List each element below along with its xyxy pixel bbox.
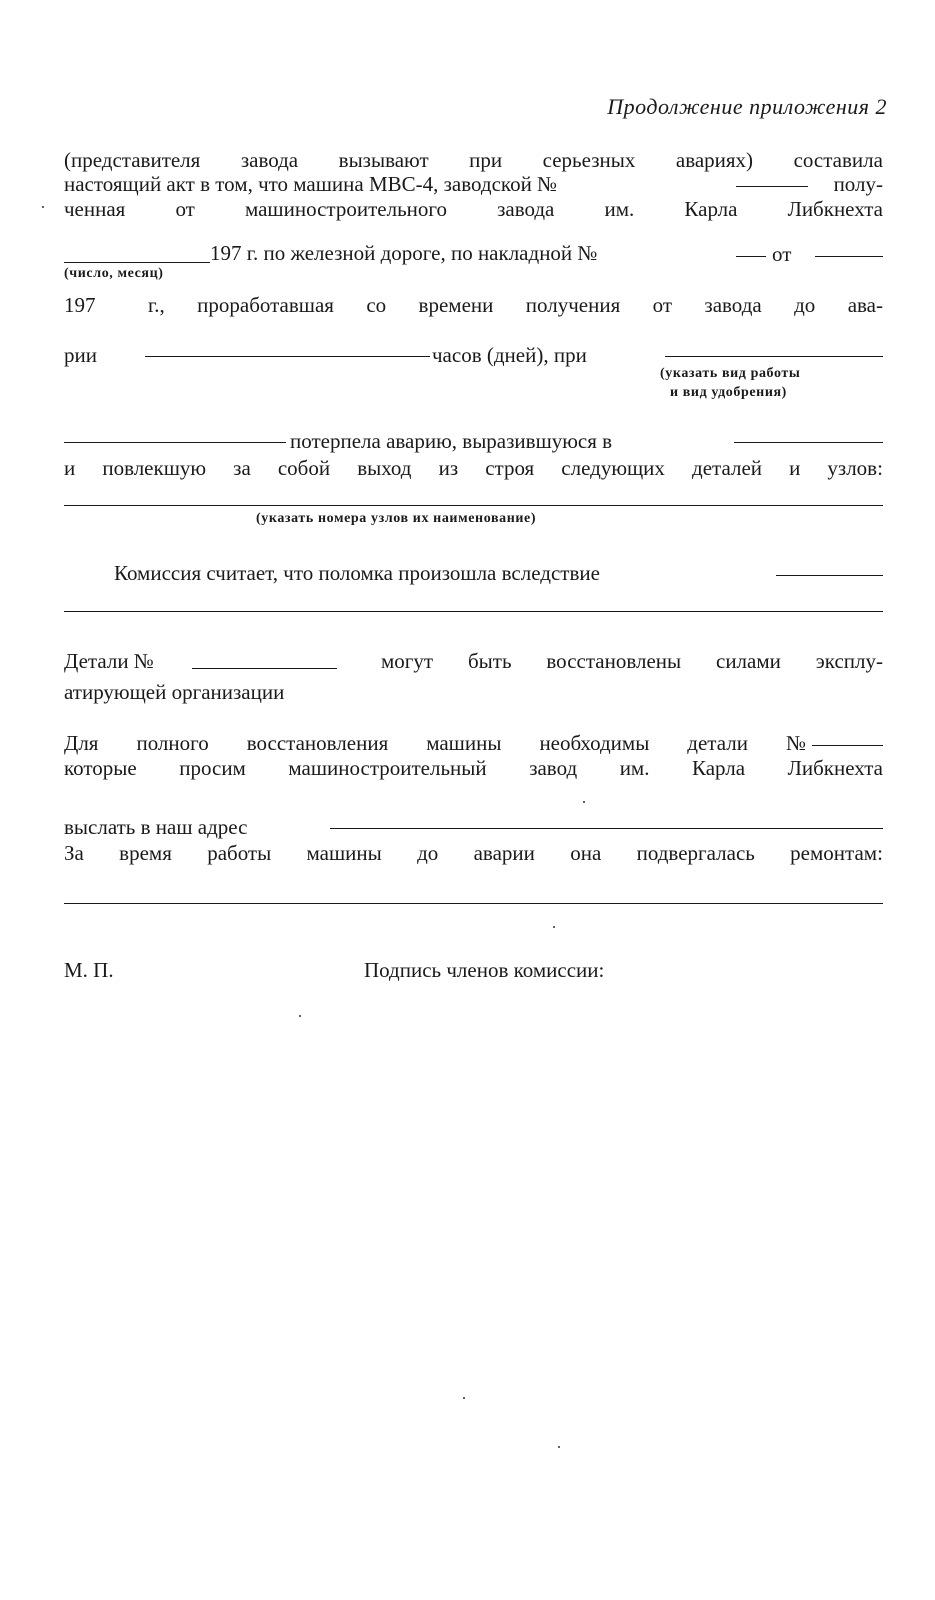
word: до — [417, 841, 439, 865]
word: следующих — [561, 456, 665, 480]
work-type-caption-1: (указать вид работы — [660, 366, 801, 381]
speck — [463, 1397, 465, 1399]
word: силами — [716, 649, 781, 673]
speck — [299, 1015, 301, 1017]
p3-line-2: атирующей организации — [64, 680, 285, 704]
p3-line-1a: Детали № — [64, 649, 154, 673]
word: завода — [497, 197, 555, 221]
word: выход — [357, 456, 412, 480]
word: ченная — [64, 197, 126, 221]
required-parts-blank[interactable] — [812, 745, 883, 746]
speck — [553, 926, 555, 928]
word: получения — [525, 293, 621, 317]
word: Карла — [692, 756, 746, 780]
word: серьезных — [542, 148, 636, 172]
p1-line-4b: от — [772, 242, 792, 266]
waybill-number-blank[interactable] — [736, 256, 766, 257]
word: авариях) — [675, 148, 754, 172]
word: Для — [64, 731, 99, 755]
cause-blank[interactable] — [776, 575, 883, 576]
word: (представителя — [64, 148, 201, 172]
word: при — [469, 148, 503, 172]
word: и — [64, 456, 76, 480]
word: Карла — [684, 197, 738, 221]
word: завода — [704, 293, 762, 317]
word: полного — [136, 731, 209, 755]
word: завода — [240, 148, 299, 172]
word: машины — [306, 841, 382, 865]
word: необходимы — [539, 731, 650, 755]
word: эксплу- — [815, 649, 883, 673]
word: быть — [467, 649, 512, 673]
word: машиностроительный — [288, 756, 487, 780]
work-type-caption-2: и вид удобрения) — [670, 385, 787, 400]
word: Либкнехта — [787, 756, 883, 780]
p1-line-2a: настоящий акт в том, что машина МВС-4, заводской № — [64, 172, 558, 196]
word: Либкнехта — [787, 197, 883, 221]
speck — [558, 1446, 560, 1448]
word: детали — [687, 731, 748, 755]
word: подвергалась — [636, 841, 755, 865]
p1-line-3 — [64, 199, 883, 220]
p1-line-7a: потерпела аварию, выразившуюся в — [290, 429, 613, 453]
p1-line-2b: полу- — [833, 172, 883, 196]
damage-blank[interactable] — [64, 442, 286, 443]
serial-number-blank[interactable] — [736, 186, 808, 187]
hours-blank[interactable] — [145, 356, 430, 357]
p1-line-8 — [64, 458, 883, 479]
word: аварии — [473, 841, 535, 865]
work-type-blank[interactable] — [665, 356, 883, 357]
word: от — [652, 293, 673, 317]
word: вызывают — [338, 148, 429, 172]
word: и — [789, 456, 801, 480]
word: узлов: — [827, 456, 883, 480]
repairs-blank[interactable] — [64, 903, 883, 904]
word: она — [570, 841, 602, 865]
damage-description-blank[interactable] — [734, 442, 883, 443]
word: г., — [148, 293, 165, 317]
word: им. — [619, 756, 650, 780]
cause-blank-2[interactable] — [64, 611, 883, 612]
word: завод — [529, 756, 578, 780]
word: повлекшую — [102, 456, 207, 480]
word: № — [785, 731, 806, 755]
word: время — [119, 841, 172, 865]
p2-line-1: Комиссия считает, что поломка произошла вследствие — [114, 561, 600, 585]
p4-line-3: выслать в наш адрес — [64, 815, 248, 839]
p1-line-6a: рии — [64, 343, 97, 367]
word: просим — [179, 756, 246, 780]
word: которые — [64, 756, 137, 780]
p1-line-5b — [148, 295, 883, 316]
parts-list-blank[interactable] — [64, 505, 883, 506]
word: ремонтам: — [790, 841, 883, 865]
p4-line-2 — [64, 758, 883, 779]
date-caption: (число, месяц) — [64, 266, 164, 281]
word: восстановлены — [546, 649, 682, 673]
stamp-label: М. П. — [64, 958, 114, 982]
speck — [583, 801, 585, 803]
word: За — [64, 841, 84, 865]
parts-number-blank[interactable] — [192, 668, 337, 669]
word: проработавшая — [197, 293, 334, 317]
address-blank[interactable] — [330, 828, 883, 829]
word: от — [175, 197, 195, 221]
page-heading: Продолжение приложения 2 — [607, 94, 887, 119]
speck — [42, 206, 44, 208]
date-blank[interactable] — [64, 262, 210, 263]
word: деталей — [692, 456, 762, 480]
p3-line-1b — [381, 651, 883, 672]
word: работы — [207, 841, 272, 865]
word: до — [794, 293, 816, 317]
word: восстановления — [246, 731, 389, 755]
word: им. — [604, 197, 635, 221]
word: со — [366, 293, 387, 317]
word: строя — [485, 456, 535, 480]
p1-line-6b: часов (дней), при — [432, 343, 587, 367]
p4-line-1 — [64, 733, 806, 754]
word: собой — [277, 456, 331, 480]
word: из — [438, 456, 459, 480]
word: машиностроительного — [244, 197, 447, 221]
word: могут — [381, 649, 434, 673]
word: времени — [418, 293, 494, 317]
p4-line-4 — [64, 843, 883, 864]
p1-line-5a: 197 — [64, 293, 96, 317]
word: машины — [426, 731, 502, 755]
waybill-date-blank[interactable] — [815, 256, 883, 257]
parts-caption: (указать номера узлов их наименование) — [256, 511, 537, 526]
word: за — [233, 456, 251, 480]
signatures-label: Подпись членов комиссии: — [364, 958, 605, 982]
word: ава- — [847, 293, 883, 317]
p1-line-4a: 197 г. по железной дороге, по накладной № — [210, 241, 598, 265]
p1-line-1 — [64, 150, 883, 171]
word: составила — [793, 148, 883, 172]
